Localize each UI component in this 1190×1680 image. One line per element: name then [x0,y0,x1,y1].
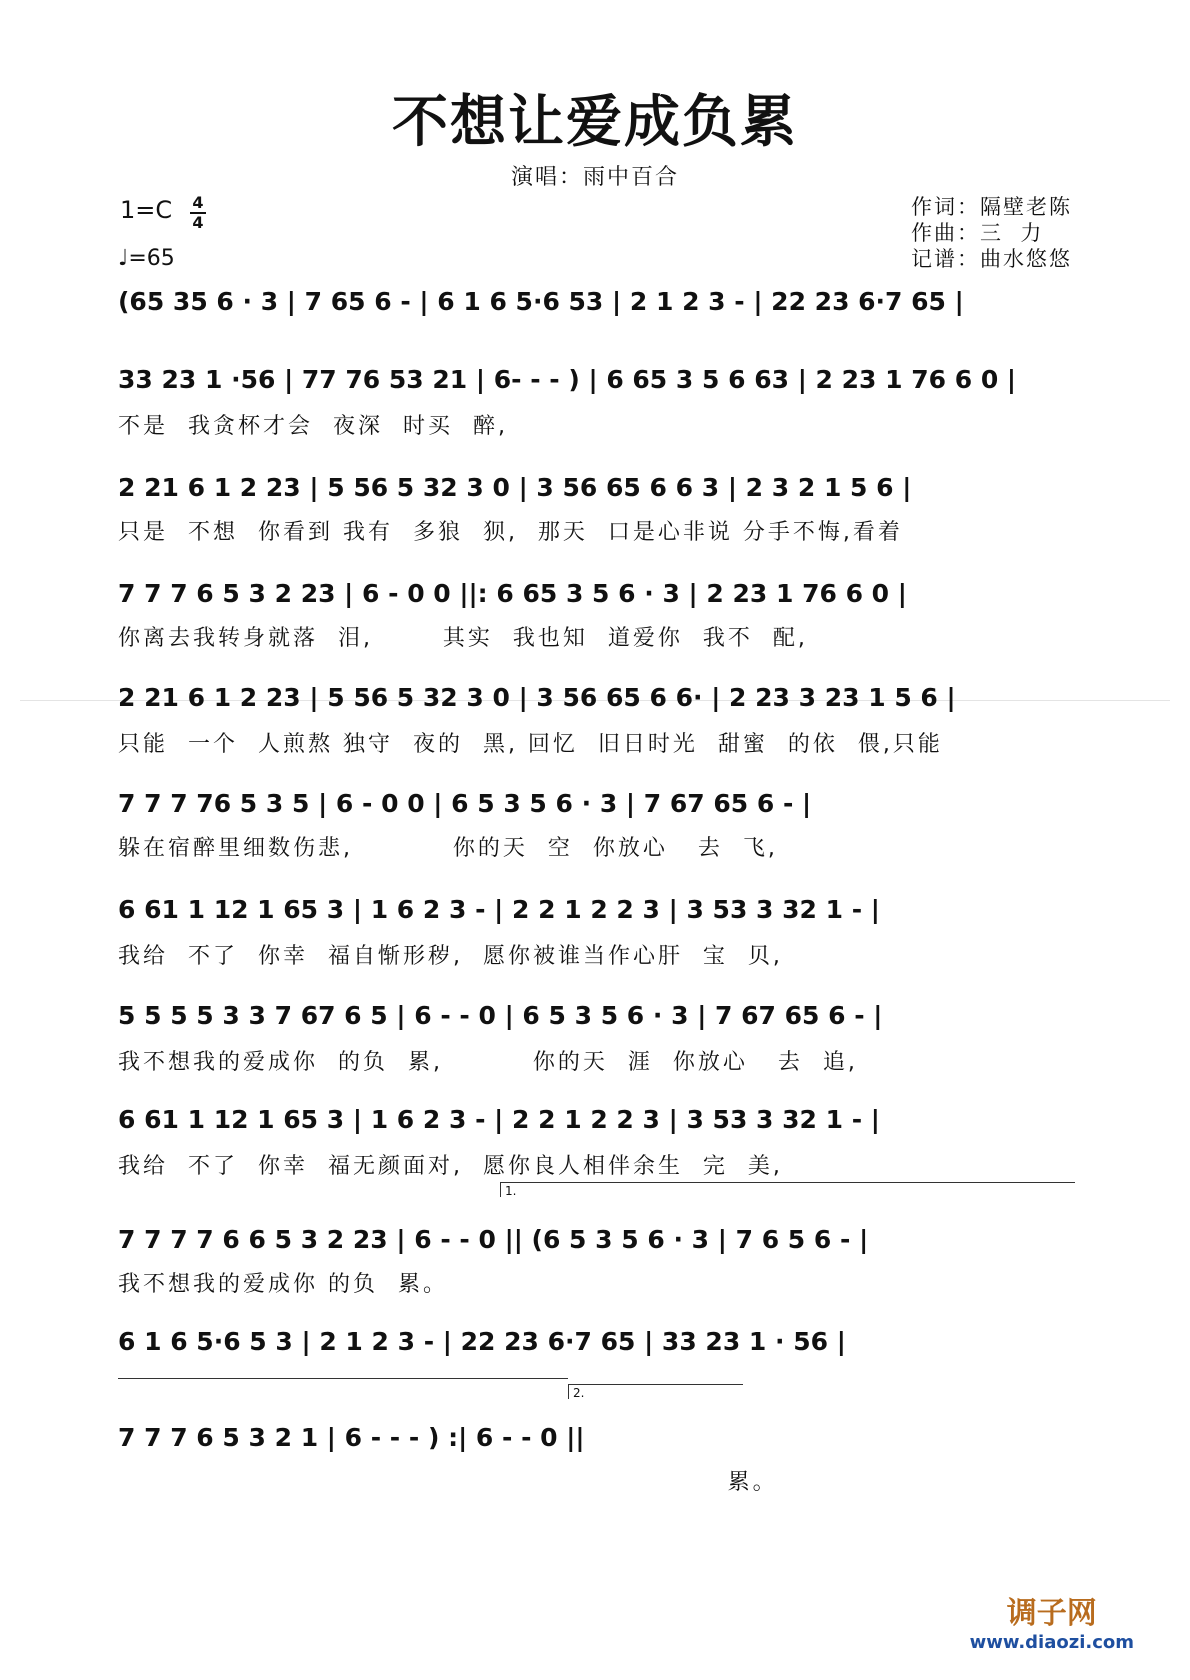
lyric-line-5: 只能 一个 人煎熬 独守 夜的 黑, 回忆 旧日时光 甜蜜 的依 偎,只能 [118,732,943,757]
lyric-line-7: 我给 不了 你幸 福自惭形秽, 愿你被谁当作心肝 宝 贝, [118,944,783,969]
notation-line-3: 2 21 6 1 2 23 | 5 56 5 32 3 0 | 3 56 65 6 6 3 | 2 3 2 1 5 6 | [118,473,912,502]
notation-line-6: 7 7 7 76 5 3 5 | 6 - 0 0 | 6 5 3 5 6 · 3 | 7 67 65 6 - | [118,789,812,818]
composer-credit: 作曲：三 力 [911,221,1044,245]
notation-line-5: 2 21 6 1 2 23 | 5 56 5 32 3 0 | 3 56 65 6 6· | 2 23 3 23 1 5 6 | [118,683,956,712]
lyric-line-3: 只是 不想 你看到 我有 多狼 狈, 那天 口是心非说 分手不悔,看着 [118,520,903,545]
watermark-url: www.diaozi.com [969,1632,1134,1653]
transcriber-credit: 记谱：曲水悠悠 [911,247,1072,271]
notation-line-9: 6 61 1 12 1 65 3 | 1 6 2 3 - | 2 2 1 2 2 3 | 3 53 3 32 1 - | [118,1105,880,1134]
notation-line-2: 33 23 1 ·56 | 77 76 53 21 | 6- - - ) | 6 65 3 5 6 63 | 2 23 1 76 6 0 | [118,365,1017,394]
lyric-line-2: 不是 我贪杯才会 夜深 时买 醉, [118,414,508,439]
first-ending-bracket [500,1182,1075,1197]
site-watermark [970,1588,1134,1653]
key-signature: 1=C [120,196,173,224]
lyric-line-4: 你离去我转身就落 泪, 其实 我也知 道爱你 我不 配, [118,626,808,651]
notation-line-1: (65 35 6 · 3 | 7 65 6 - | 6 1 6 5·6 53 | 2 1 2 3 - | 22 23 6·7 65 | [118,287,964,316]
notation-line-10: 7 7 7 7 6 6 5 3 2 23 | 6 - - 0 || (6 5 3 5 6 · 3 | 7 6 5 6 - | [118,1225,869,1254]
second-ending-label: 2. [573,1386,585,1400]
watermark-cn: 调子网 [1006,1596,1097,1631]
lyric-line-9: 我给 不了 你幸 福无颜面对, 愿你良人相伴余生 完 美, [118,1154,783,1179]
second-ending-bracket [568,1384,743,1399]
time-signature [186,194,210,232]
lyric-line-6: 躲在宿醉里细数伤悲, 你的天 空 你放心 去 飞, [118,836,778,861]
notation-line-4: 7 7 7 6 5 3 2 23 | 6 - 0 0 ||: 6 65 3 5 6 · 3 | 2 23 1 76 6 0 | [118,579,907,608]
first-ending-label: 1. [505,1184,517,1198]
notation-line-11: 6 1 6 5·6 5 3 | 2 1 2 3 - | 22 23 6·7 65 | 33 23 1 · 56 | [118,1327,846,1356]
time-signature-bottom: 4 [192,213,204,232]
notation-line-8: 5 5 5 5 3 3 7 67 6 5 | 6 - - 0 | 6 5 3 5 6 · 3 | 7 67 65 6 - | [118,1001,883,1030]
song-title: 不想让爱成负累 [392,89,798,155]
notation-line-12: 7 7 7 6 5 3 2 1 | 6 - - - ) :| 6 - - 0 || [118,1423,585,1452]
lyric-line-10: 我不想我的爱成你 的负 累。 [118,1272,448,1297]
lyricist-credit: 作词：隔壁老陈 [911,195,1072,219]
singer-line: 演唱：雨中百合 [510,165,679,190]
first-ending-continuation [118,1378,568,1379]
lyric-line-12: 累。 [118,1470,778,1495]
credits [911,194,1072,272]
time-signature-top: 4 [192,193,204,212]
notation-line-7: 6 61 1 12 1 65 3 | 1 6 2 3 - | 2 2 1 2 2 3 | 3 53 3 32 1 - | [118,895,880,924]
tempo-marking: ♩=65 [118,246,175,271]
lyric-line-8: 我不想我的爱成你 的负 累, 你的天 涯 你放心 去 追, [118,1050,858,1075]
